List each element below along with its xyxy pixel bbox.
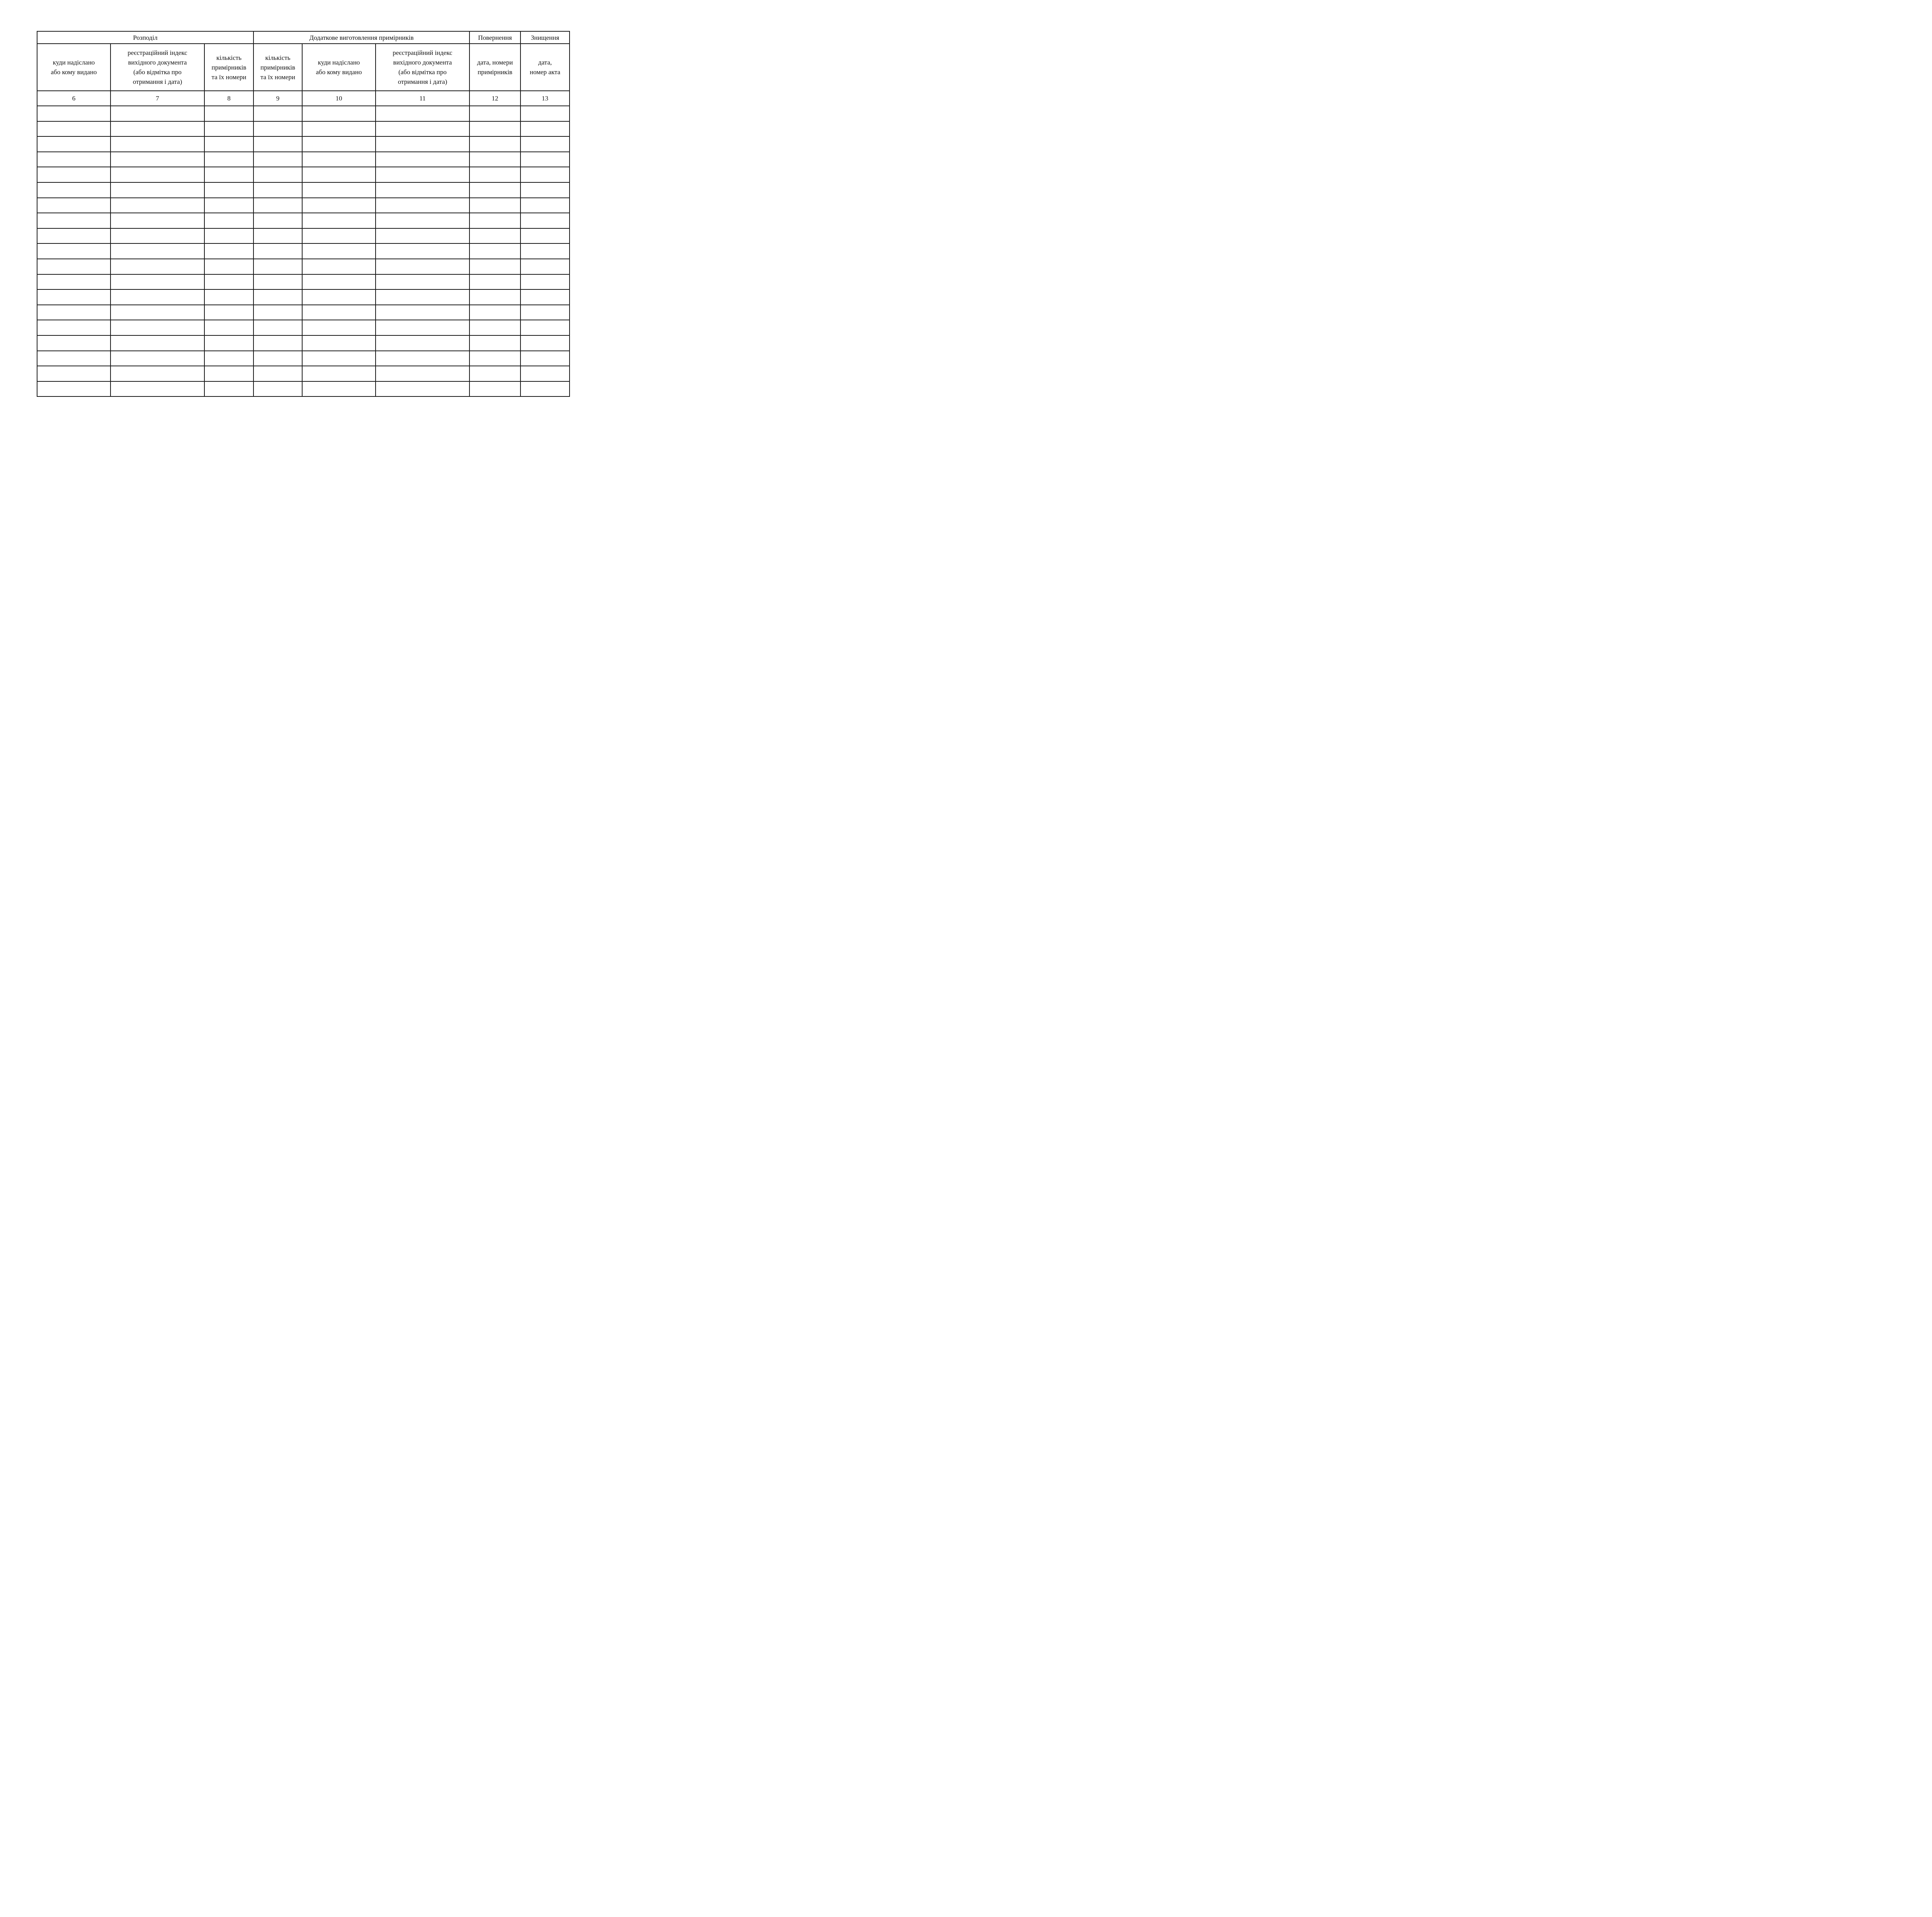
- sub-header-cell: дата, номер акта: [520, 44, 570, 91]
- table-cell[interactable]: [376, 198, 469, 213]
- table-row: [37, 106, 570, 121]
- table-row: [37, 121, 570, 137]
- table-row: [37, 335, 570, 351]
- table-cell[interactable]: [376, 182, 469, 198]
- table-cell[interactable]: [376, 381, 469, 397]
- table-cell[interactable]: [302, 274, 376, 290]
- table-cell[interactable]: [37, 335, 111, 351]
- table-cell[interactable]: [302, 213, 376, 228]
- table-cell[interactable]: [37, 305, 111, 320]
- table-cell[interactable]: [37, 167, 111, 182]
- table-cell[interactable]: [204, 335, 253, 351]
- table-cell[interactable]: [204, 243, 253, 259]
- table-row: [37, 305, 570, 320]
- table-cell[interactable]: [37, 106, 111, 121]
- table-row: [37, 136, 570, 152]
- table-row: [37, 320, 570, 335]
- table-cell[interactable]: [376, 152, 469, 167]
- table-cell[interactable]: [520, 381, 570, 397]
- table-cell[interactable]: [204, 259, 253, 274]
- table-cell[interactable]: [520, 351, 570, 366]
- table-cell[interactable]: [253, 335, 302, 351]
- table-cell[interactable]: [520, 121, 570, 137]
- table-cell[interactable]: [302, 106, 376, 121]
- table-cell[interactable]: [302, 167, 376, 182]
- table-cell[interactable]: [111, 335, 204, 351]
- table-cell[interactable]: [520, 289, 570, 305]
- table-row: [37, 152, 570, 167]
- table-cell[interactable]: [469, 106, 520, 121]
- table-row: [37, 198, 570, 213]
- table-cell[interactable]: [204, 182, 253, 198]
- table-cell[interactable]: [37, 320, 111, 335]
- table-row: [37, 366, 570, 381]
- table-cell[interactable]: [376, 213, 469, 228]
- table-cell[interactable]: [469, 243, 520, 259]
- table-cell[interactable]: [469, 335, 520, 351]
- table-cell[interactable]: [376, 305, 469, 320]
- table-cell[interactable]: [37, 152, 111, 167]
- table-cell[interactable]: [111, 351, 204, 366]
- table-cell[interactable]: [111, 366, 204, 381]
- sub-header-cell: реєстраційний індекс вихідного документа (або відмітка про отримання і дата): [111, 44, 204, 91]
- table-cell[interactable]: [376, 259, 469, 274]
- table-cell[interactable]: [376, 366, 469, 381]
- group-header-return: Повернення: [469, 31, 520, 44]
- sub-header-cell: дата, номери примірників: [469, 44, 520, 91]
- table-row: [37, 228, 570, 244]
- table-cell[interactable]: [111, 121, 204, 137]
- table-cell[interactable]: [253, 259, 302, 274]
- table-cell[interactable]: [204, 289, 253, 305]
- table-cell[interactable]: [111, 320, 204, 335]
- table-cell[interactable]: [376, 167, 469, 182]
- table-cell[interactable]: [469, 259, 520, 274]
- table-cell[interactable]: [253, 182, 302, 198]
- table-cell[interactable]: [376, 320, 469, 335]
- table-cell[interactable]: [253, 228, 302, 244]
- column-number: 8: [204, 91, 253, 106]
- table-cell[interactable]: [520, 243, 570, 259]
- table-cell[interactable]: [302, 305, 376, 320]
- table-row: [37, 213, 570, 228]
- table-row: [37, 289, 570, 305]
- table-cell[interactable]: [376, 136, 469, 152]
- table-cell[interactable]: [253, 198, 302, 213]
- table-row: [37, 351, 570, 366]
- table-cell[interactable]: [204, 121, 253, 137]
- table-cell[interactable]: [111, 152, 204, 167]
- table-cell[interactable]: [302, 366, 376, 381]
- table-cell[interactable]: [253, 167, 302, 182]
- table-cell[interactable]: [302, 121, 376, 137]
- table-cell[interactable]: [204, 152, 253, 167]
- table-cell[interactable]: [253, 213, 302, 228]
- table-cell[interactable]: [469, 136, 520, 152]
- table-cell[interactable]: [37, 182, 111, 198]
- sub-header-cell: кількість примірників та їх номери: [204, 44, 253, 91]
- table-cell[interactable]: [469, 198, 520, 213]
- table-cell[interactable]: [469, 182, 520, 198]
- table-cell[interactable]: [469, 351, 520, 366]
- table-cell[interactable]: [204, 381, 253, 397]
- table-cell[interactable]: [111, 182, 204, 198]
- table-cell[interactable]: [204, 136, 253, 152]
- table-cell[interactable]: [302, 351, 376, 366]
- table-cell[interactable]: [253, 121, 302, 137]
- table-cell[interactable]: [253, 366, 302, 381]
- table-cell[interactable]: [469, 366, 520, 381]
- table-cell[interactable]: [520, 167, 570, 182]
- table-cell[interactable]: [253, 152, 302, 167]
- column-number: 13: [520, 91, 570, 106]
- table-cell[interactable]: [204, 106, 253, 121]
- column-number: 6: [37, 91, 111, 106]
- table-cell[interactable]: [204, 213, 253, 228]
- table-cell[interactable]: [111, 136, 204, 152]
- table-cell[interactable]: [302, 335, 376, 351]
- group-header-distribution: Розподіл: [37, 31, 253, 44]
- table-cell[interactable]: [520, 136, 570, 152]
- table-cell[interactable]: [204, 167, 253, 182]
- table-cell[interactable]: [302, 289, 376, 305]
- table-cell[interactable]: [37, 289, 111, 305]
- group-header-row: [37, 31, 570, 44]
- table-cell[interactable]: [520, 213, 570, 228]
- table-cell[interactable]: [37, 136, 111, 152]
- table-cell[interactable]: [469, 228, 520, 244]
- column-number: 7: [111, 91, 204, 106]
- table-row: [37, 167, 570, 182]
- table-cell[interactable]: [302, 259, 376, 274]
- table-cell[interactable]: [111, 106, 204, 121]
- table-row: [37, 259, 570, 274]
- table-cell[interactable]: [302, 136, 376, 152]
- table-cell[interactable]: [37, 351, 111, 366]
- table-cell[interactable]: [111, 305, 204, 320]
- table-cell[interactable]: [520, 320, 570, 335]
- table-cell[interactable]: [111, 198, 204, 213]
- table-cell[interactable]: [469, 121, 520, 137]
- table-cell[interactable]: [111, 243, 204, 259]
- table-cell[interactable]: [111, 228, 204, 244]
- table-cell[interactable]: [376, 106, 469, 121]
- table-cell[interactable]: [520, 198, 570, 213]
- table-row: [37, 381, 570, 397]
- table-cell[interactable]: [469, 381, 520, 397]
- table-cell[interactable]: [253, 289, 302, 305]
- table-cell[interactable]: [520, 106, 570, 121]
- table-cell[interactable]: [253, 243, 302, 259]
- table-cell[interactable]: [469, 152, 520, 167]
- table-cell[interactable]: [520, 335, 570, 351]
- table-cell[interactable]: [469, 167, 520, 182]
- table-cell[interactable]: [520, 274, 570, 290]
- table-cell[interactable]: [204, 274, 253, 290]
- sub-header-cell: куди надіслано або кому видано: [302, 44, 376, 91]
- table-cell[interactable]: [302, 228, 376, 244]
- table-cell[interactable]: [37, 366, 111, 381]
- group-header-destruction: Знищення: [520, 31, 570, 44]
- table-cell[interactable]: [469, 274, 520, 290]
- table-cell[interactable]: [376, 228, 469, 244]
- table-cell[interactable]: [253, 351, 302, 366]
- table-cell[interactable]: [204, 366, 253, 381]
- table-cell[interactable]: [302, 381, 376, 397]
- table-cell[interactable]: [204, 351, 253, 366]
- table-cell[interactable]: [376, 335, 469, 351]
- table-cell[interactable]: [302, 182, 376, 198]
- sub-header-cell: куди надіслано або кому видано: [37, 44, 111, 91]
- table-cell[interactable]: [204, 320, 253, 335]
- sub-header-cell: кількість примірників та їх номери: [253, 44, 302, 91]
- column-number: 10: [302, 91, 376, 106]
- table-cell[interactable]: [253, 106, 302, 121]
- table-cell[interactable]: [111, 259, 204, 274]
- table-cell[interactable]: [520, 305, 570, 320]
- column-number: 12: [469, 91, 520, 106]
- register-table: [37, 31, 570, 397]
- table-cell[interactable]: [111, 274, 204, 290]
- table-cell[interactable]: [376, 243, 469, 259]
- table-cell[interactable]: [37, 228, 111, 244]
- table-cell[interactable]: [253, 320, 302, 335]
- table-cell[interactable]: [111, 289, 204, 305]
- table-cell[interactable]: [253, 274, 302, 290]
- table-cell[interactable]: [37, 198, 111, 213]
- table-cell[interactable]: [204, 228, 253, 244]
- sub-header-row: [37, 44, 570, 91]
- table-cell[interactable]: [111, 213, 204, 228]
- table-cell[interactable]: [111, 167, 204, 182]
- table-cell[interactable]: [37, 213, 111, 228]
- table-cell[interactable]: [37, 381, 111, 397]
- column-number-row: [37, 91, 570, 106]
- table-row: [37, 243, 570, 259]
- table-cell[interactable]: [302, 152, 376, 167]
- table-cell[interactable]: [376, 289, 469, 305]
- table-cell[interactable]: [520, 182, 570, 198]
- group-header-additional-copies: Додаткове виготовлення примірників: [253, 31, 469, 44]
- table-cell[interactable]: [469, 213, 520, 228]
- table-cell[interactable]: [37, 121, 111, 137]
- table-row: [37, 274, 570, 290]
- table-cell[interactable]: [253, 136, 302, 152]
- table-cell[interactable]: [469, 320, 520, 335]
- table-cell[interactable]: [37, 243, 111, 259]
- table-cell[interactable]: [520, 228, 570, 244]
- column-number: 11: [376, 91, 469, 106]
- table-cell[interactable]: [302, 243, 376, 259]
- table-cell[interactable]: [253, 305, 302, 320]
- table-cell[interactable]: [376, 274, 469, 290]
- table-cell[interactable]: [204, 198, 253, 213]
- table-cell[interactable]: [302, 320, 376, 335]
- table-cell[interactable]: [253, 381, 302, 397]
- table-cell[interactable]: [37, 259, 111, 274]
- table-row: [37, 182, 570, 198]
- table-cell[interactable]: [376, 121, 469, 137]
- table-cell[interactable]: [520, 152, 570, 167]
- table-cell[interactable]: [204, 305, 253, 320]
- table-cell[interactable]: [376, 351, 469, 366]
- table-cell[interactable]: [469, 305, 520, 320]
- table-cell[interactable]: [111, 381, 204, 397]
- table-cell[interactable]: [520, 259, 570, 274]
- column-number: 9: [253, 91, 302, 106]
- sub-header-cell: реєстраційний індекс вихідного документа (або відмітка про отримання і дата): [376, 44, 469, 91]
- table-cell[interactable]: [302, 198, 376, 213]
- table-cell[interactable]: [520, 366, 570, 381]
- table-cell[interactable]: [37, 274, 111, 290]
- table-cell[interactable]: [469, 289, 520, 305]
